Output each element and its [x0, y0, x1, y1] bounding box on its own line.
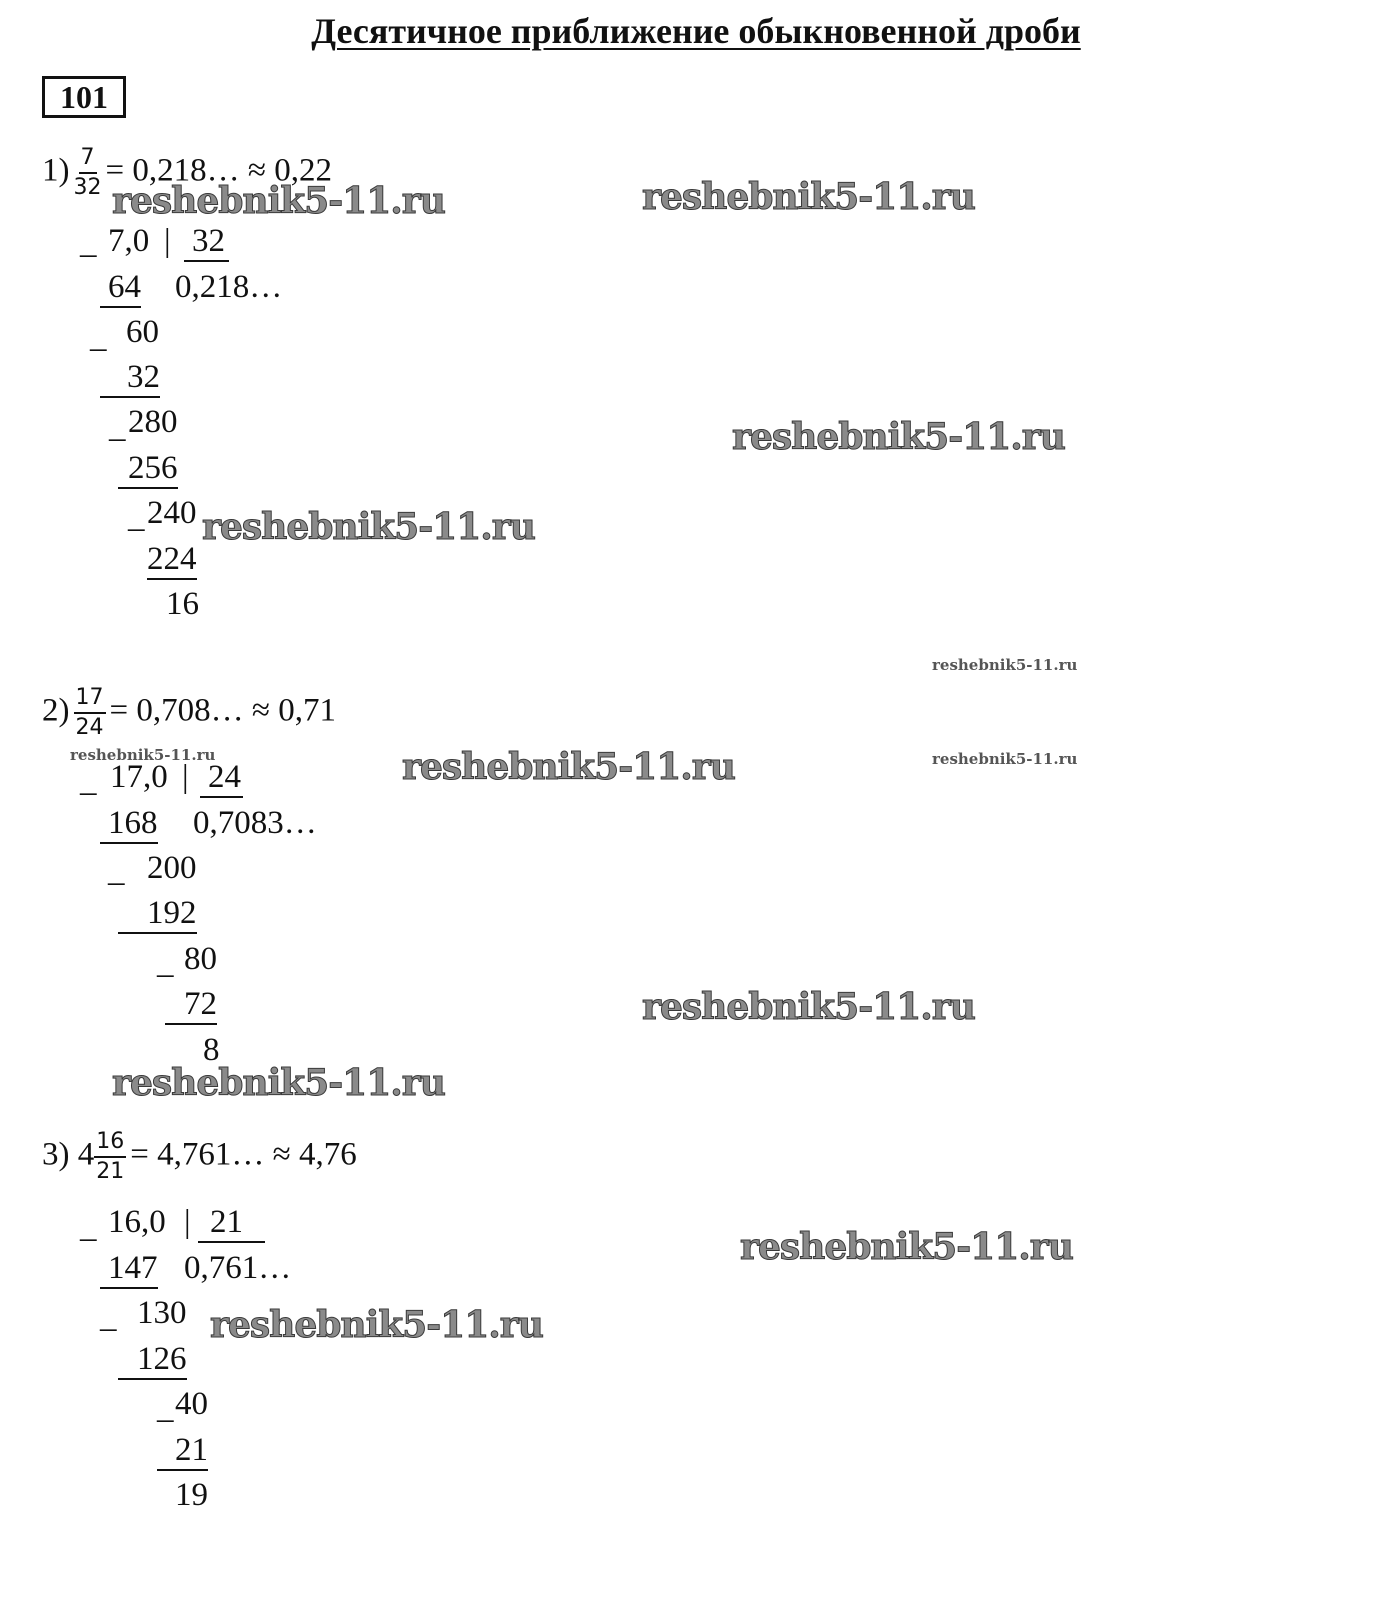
whole-part: 4 — [77, 1136, 95, 1173]
watermark: reshebnik5-11.ru — [70, 746, 216, 764]
part-2-equation — [42, 686, 336, 740]
division-step: 168 — [100, 804, 158, 844]
fraction — [74, 686, 106, 740]
part-label: 3) — [42, 1136, 70, 1173]
fraction — [94, 1130, 126, 1184]
division-remainder: 19 — [175, 1477, 208, 1513]
numerator: 7 — [79, 146, 97, 174]
division-step: 280 — [128, 404, 178, 440]
division-bar: | — [184, 1204, 191, 1240]
watermark: reshebnik5-11.ru — [202, 506, 535, 548]
watermark: reshebnik5-11.ru — [112, 1062, 445, 1104]
watermark: reshebnik5-11.ru — [642, 176, 975, 218]
dividend: 16,0 — [108, 1204, 166, 1240]
minus-sign: _ — [80, 763, 97, 799]
denominator: 24 — [75, 715, 104, 740]
divisor: 32 — [184, 222, 229, 262]
equation-result: = 0,708… ≈ 0,71 — [109, 692, 336, 729]
division-step: 256 — [118, 449, 178, 489]
division-step: 40 — [175, 1386, 208, 1422]
part-label: 2) — [42, 692, 70, 729]
part-3-equation — [42, 1130, 357, 1184]
watermark: reshebnik5-11.ru — [932, 656, 1078, 674]
division-step: 126 — [118, 1340, 187, 1380]
minus-sign: _ — [100, 1299, 117, 1335]
division-step: 147 — [100, 1249, 158, 1289]
watermark: reshebnik5-11.ru — [402, 746, 735, 788]
denominator: 21 — [96, 1159, 125, 1184]
watermark: reshebnik5-11.ru — [210, 1304, 543, 1346]
division-bar: | — [164, 223, 171, 259]
division-remainder: 16 — [166, 586, 199, 622]
page-title: Десятичное приближение обыкновенной дроби — [311, 11, 1081, 51]
watermark: reshebnik5-11.ru — [732, 416, 1065, 458]
division-step: 21 — [157, 1431, 208, 1471]
equation-result: = 0,218… ≈ 0,22 — [105, 152, 332, 189]
division-step: 224 — [147, 540, 197, 580]
minus-sign: _ — [80, 225, 97, 261]
division-step: 32 — [100, 358, 160, 398]
divisor: 21 — [198, 1203, 265, 1243]
quotient: 0,7083… — [193, 805, 317, 841]
part-label: 1) — [42, 152, 70, 189]
watermark: reshebnik5-11.ru — [112, 180, 445, 222]
minus-sign: _ — [157, 1390, 174, 1426]
denominator: 32 — [73, 175, 102, 200]
minus-sign: _ — [109, 409, 126, 445]
division-step: 72 — [165, 985, 217, 1025]
watermark: reshebnik5-11.ru — [932, 750, 1078, 768]
division-bar: | — [182, 759, 189, 795]
numerator: 16 — [94, 1130, 126, 1158]
equation-result: = 4,761… ≈ 4,76 — [130, 1136, 357, 1173]
division-step: 200 — [147, 850, 197, 886]
division-step: 80 — [184, 941, 217, 977]
problem-number: 101 — [42, 76, 126, 118]
division-step: 60 — [126, 314, 159, 350]
dividend: 7,0 — [108, 223, 150, 259]
minus-sign: _ — [157, 945, 174, 981]
fraction — [74, 146, 102, 200]
quotient: 0,761… — [184, 1250, 292, 1286]
numerator: 17 — [74, 686, 106, 714]
division-remainder: 8 — [203, 1032, 220, 1068]
division-step: 130 — [137, 1295, 187, 1331]
division-step: 192 — [118, 894, 197, 934]
watermark: reshebnik5-11.ru — [740, 1226, 1073, 1268]
quotient: 0,218… — [175, 269, 283, 305]
division-step: 240 — [147, 495, 197, 531]
minus-sign: _ — [90, 319, 107, 355]
watermark: reshebnik5-11.ru — [642, 986, 975, 1028]
minus-sign: _ — [108, 853, 125, 889]
division-step: 64 — [100, 268, 141, 308]
dividend: 17,0 — [110, 759, 168, 795]
minus-sign: _ — [128, 499, 145, 535]
divisor: 24 — [200, 758, 243, 798]
minus-sign: _ — [80, 1209, 97, 1245]
